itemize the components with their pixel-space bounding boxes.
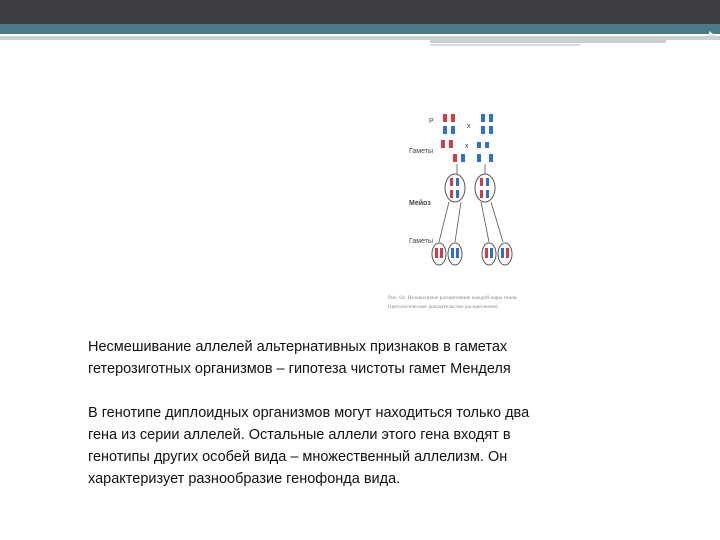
paragraph-2-line-4: характеризует разнообразие генофонда вида. [88,471,401,487]
figure-label-gametes: Гаметы [409,148,434,155]
decor-line [430,44,580,46]
decor-line [430,40,666,43]
slide-top-bar [0,0,720,24]
parent-1 [443,114,455,134]
paragraph-2-line-1: В генотипе диплоидных организмов могут находиться только два [88,405,530,421]
chromosome-diagram [405,108,545,278]
figure-label-meiosis: Мейоз [409,200,431,207]
parent-2 [481,114,493,134]
svg-text:x: x [467,123,471,130]
figure-caption: Рис. 64. Независимое расщепление каждой пары генов (цитологическое доказательство расщепления) [388,295,517,310]
paragraph-1-line-2: гетерозиготных организмов – гипотеза чистоты гамет Менделя [88,361,511,377]
slide-accent-bar [0,24,720,34]
figure-label-gametes-2: Гаметы [409,238,434,245]
paragraph-1-line-1: Несмешивание аллелей альтернативных признаков в гаметах [88,339,508,355]
paragraph-2-line-2: гена из серии аллелей. Остальные аллели этого гена входят в [88,427,511,443]
figure-label-p: P [429,118,434,125]
paragraph-2-line-3: генотипы других особей вида – множественный аллелизм. Он [88,449,508,465]
svg-text:x: x [465,143,469,150]
